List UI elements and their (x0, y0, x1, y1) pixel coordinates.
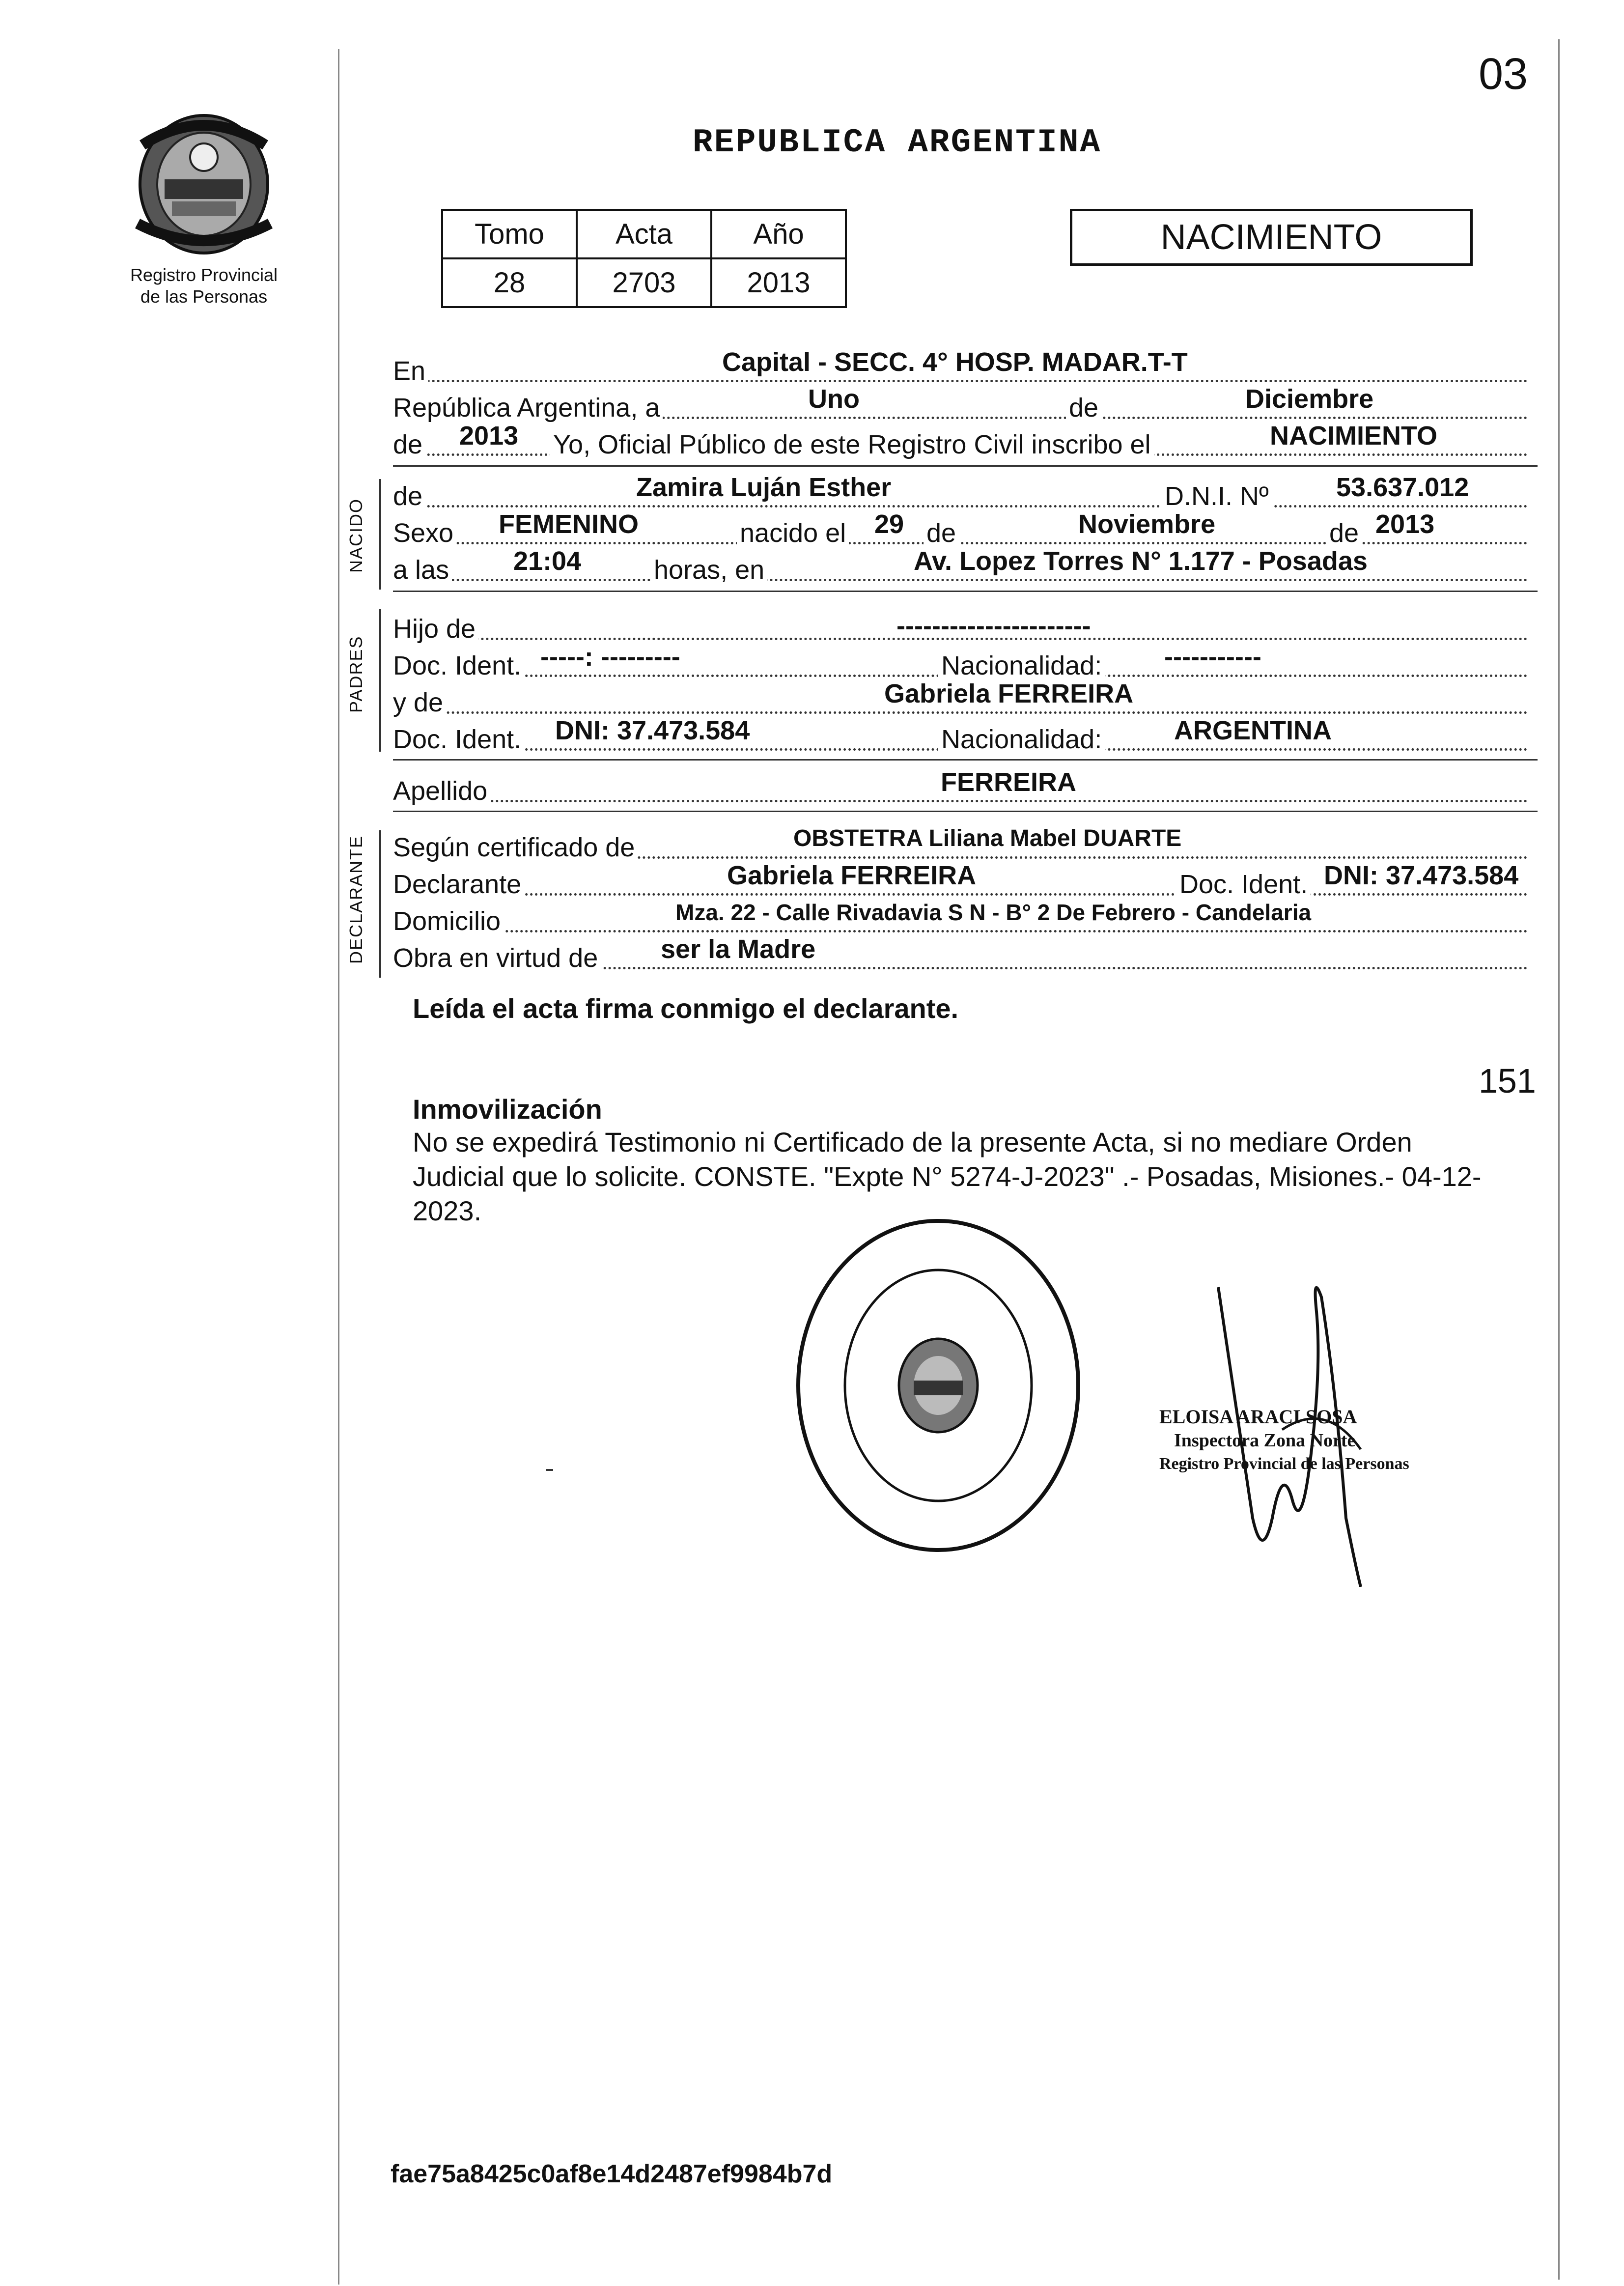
inmovilizacion-line1: No se expedirá Testimonio ni Certificado de la presente Acta, si no mediare Orden (413, 1127, 1412, 1157)
label-de-name: de (393, 479, 425, 513)
value-mother-nationality: ARGENTINA (1174, 716, 1332, 745)
label-en: En (393, 354, 428, 388)
stray-mark (546, 1469, 553, 1471)
label-dni: D.N.I. Nº (1162, 479, 1272, 513)
section-brace (379, 830, 381, 978)
value-mother-name: Gabriela FERREIRA (884, 679, 1134, 708)
logo-caption-line1: Registro Provincial (130, 265, 278, 285)
right-margin-line (1558, 39, 1560, 2280)
label-horas-en: horas, en (651, 553, 767, 587)
section-divider (393, 591, 1538, 592)
label-nacido-el: nacido el (737, 516, 849, 550)
value-child-dni: 53.637.012 (1336, 473, 1469, 502)
inmovilizacion-title: Inmovilización (413, 1094, 602, 1125)
label-doc-ident-declarante: Doc. Ident. (1176, 867, 1311, 902)
section-label-nacido: NACIDO (346, 498, 366, 573)
ref-header-ano: Año (711, 210, 846, 258)
section-brace (379, 479, 381, 590)
dotted-line (393, 800, 1528, 802)
value-birth-time: 21:04 (513, 546, 582, 576)
label-obra: Obra en virtud de (393, 941, 601, 975)
section-divider (393, 811, 1538, 812)
ref-value-tomo: 28 (442, 258, 577, 307)
misiones-shield-icon (123, 111, 285, 258)
label-republica: República Argentina, a (393, 391, 663, 425)
value-father-nationality: ----------- (1164, 642, 1261, 672)
value-father-name: ---------------------- (896, 611, 1091, 641)
value-act-word: NACIMIENTO (1270, 421, 1438, 451)
value-month-word: Diciembre (1245, 384, 1374, 414)
ref-header-tomo: Tomo (442, 210, 577, 258)
row-nacido-time (393, 546, 1528, 587)
section-divider (393, 465, 1538, 467)
label-hijo-de: Hijo de (393, 612, 478, 646)
row-obra (393, 934, 1528, 975)
label-doc-ident-mother: Doc. Ident. (393, 722, 524, 757)
ref-value-acta: 2703 (577, 258, 711, 307)
ref-value-ano: 2013 (711, 258, 846, 307)
label-segun: Según certificado de (393, 830, 638, 865)
dotted-line (393, 579, 1528, 581)
label-nacionalidad-mother: Nacionalidad: (938, 722, 1105, 757)
value-apellido: FERREIRA (941, 767, 1077, 797)
label-de-month: de (1066, 391, 1101, 425)
value-day-word: Uno (808, 384, 860, 414)
document-hash: fae75a8425c0af8e14d2487ef9984b7d (391, 2160, 833, 2188)
logo-caption (113, 264, 295, 308)
value-declarante-doc: DNI: 37.473.584 (1324, 861, 1519, 890)
value-address: Mza. 22 - Calle Rivadavia S N - B° 2 De Febrero - Candelaria (675, 900, 1312, 925)
value-certificate-by: OBSTETRA Liliana Mabel DUARTE (793, 825, 1182, 851)
signer-name: ELOISA ARACI SOSA (1159, 1406, 1357, 1428)
label-apellido: Apellido (393, 774, 490, 808)
value-birth-month: Noviembre (1078, 509, 1216, 539)
value-father-doc: -----: --------- (540, 642, 680, 672)
section-label-padres: PADRES (346, 635, 366, 713)
signer-title: Inspectora Zona Norte (1174, 1430, 1356, 1451)
section-divider (393, 759, 1538, 761)
value-declarante-name: Gabriela FERREIRA (727, 861, 977, 890)
label-nacionalidad-father: Nacionalidad: (938, 649, 1105, 683)
inmovilizacion-line3: 2023. (413, 1195, 482, 1226)
reference-table (441, 209, 847, 308)
label-y-de: y de (393, 685, 446, 720)
inmovilizacion-block (413, 1093, 1528, 1228)
official-seal (791, 1214, 1086, 1557)
label-sexo: Sexo (393, 516, 456, 550)
label-officer: Yo, Oficial Público de este Registro Civil inscribo el (550, 427, 1154, 462)
closing-statement: Leída el acta firma conmigo el declarante. (413, 993, 959, 1024)
ref-header-acta: Acta (577, 210, 711, 258)
seal-stamp-icon (791, 1214, 1086, 1557)
label-doc-ident-father: Doc. Ident. (393, 649, 524, 683)
dotted-line (393, 930, 1528, 932)
value-mother-doc: DNI: 37.473.584 (555, 716, 750, 745)
value-year: 2013 (459, 421, 519, 451)
label-de-birth-month: de (924, 516, 959, 550)
label-a-las: a las (393, 553, 452, 587)
value-child-name: Zamira Luján Esther (636, 473, 892, 502)
row-domicilio (393, 900, 1528, 938)
value-obra: ser la Madre (661, 934, 816, 964)
row-apellido (393, 767, 1528, 808)
provincial-logo (123, 111, 285, 258)
value-place: Capital - SECC. 4° HOSP. MADAR.T-T (722, 347, 1188, 377)
signer-office: Registro Provincial de las Personas (1159, 1455, 1409, 1473)
row-year (393, 421, 1528, 462)
page-number: 03 (1479, 50, 1528, 99)
left-margin-line (338, 49, 339, 2285)
inmovilizacion-line2: Judicial que lo solicite. CONSTE. "Expte N° 5274-J-2023" .- Posadas, Misiones.- 04-12- (413, 1161, 1482, 1192)
section-brace (379, 609, 381, 752)
label-de-year: de (393, 427, 425, 462)
label-de-birth-year: de (1326, 516, 1362, 550)
label-domicilio: Domicilio (393, 904, 504, 938)
signature-block (1159, 1405, 1409, 1476)
document-title: REPUBLICA ARGENTINA (693, 124, 1102, 162)
row-mother-doc (393, 716, 1528, 757)
value-birth-place: Av. Lopez Torres N° 1.177 - Posadas (914, 546, 1368, 576)
act-type-box: NACIMIENTO (1070, 209, 1473, 266)
value-birth-day: 29 (874, 509, 904, 539)
logo-caption-line2: de las Personas (140, 286, 268, 307)
value-sexo: FEMENINO (499, 509, 639, 539)
folio-number: 151 (1479, 1062, 1536, 1100)
section-label-declarante: DECLARANTE (346, 835, 366, 964)
value-birth-year: 2013 (1375, 509, 1435, 539)
label-declarante: Declarante (393, 867, 524, 902)
